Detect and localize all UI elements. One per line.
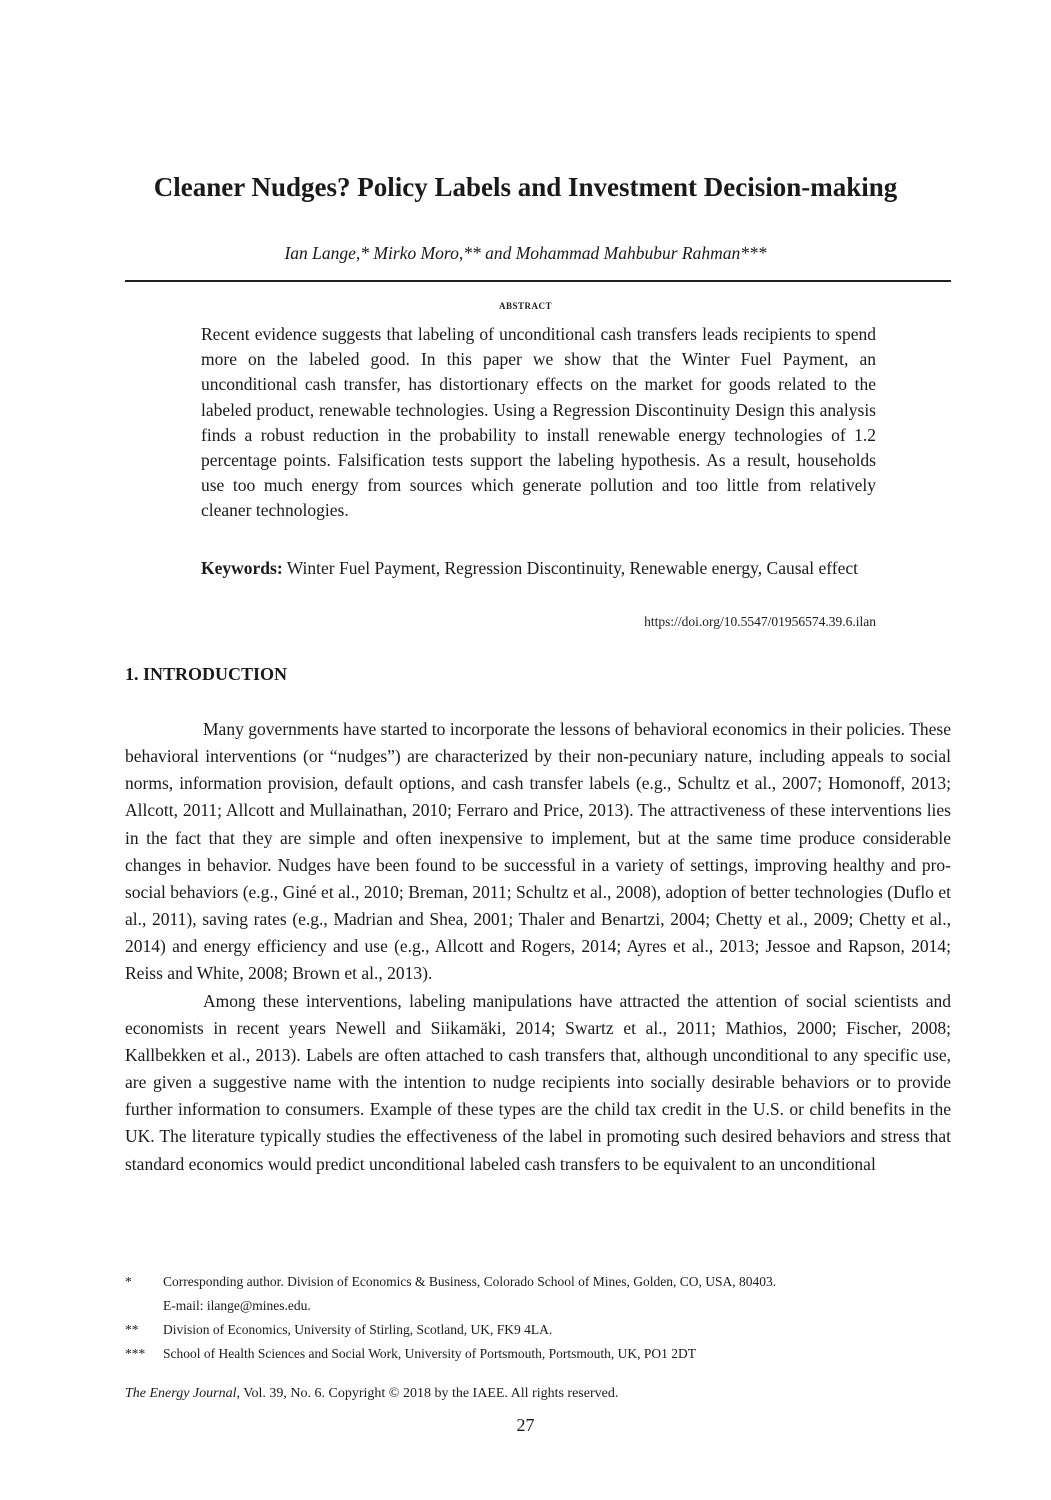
keywords-label: Keywords:	[201, 558, 283, 578]
footnote-1	[125, 1270, 951, 1318]
page-number: 27	[516, 1415, 535, 1435]
footnote-text: School of Health Sciences and Social Work, University of Portsmouth, Portsmouth, UK, PO1 2DT	[163, 1346, 696, 1361]
journal-citation	[125, 1386, 618, 1402]
footnote-mark: **	[125, 1322, 139, 1337]
journal-details: , Vol. 39, No. 6. Copyright © 2018 by the IAEE. All rights reserved.	[236, 1386, 619, 1401]
paper-title: Cleaner Nudges? Policy Labels and Investment Decision-making	[153, 172, 898, 202]
footnote-text: Division of Economics, University of Stirling, Scotland, UK, FK9 4LA.	[163, 1322, 553, 1337]
footnote-2	[125, 1318, 951, 1342]
abstract-text: Recent evidence suggests that labeling of unconditional cash transfers leads recipients to spend more on the labeled good. In this paper we show that the Winter Fuel Payment, an unconditional cash transfer, has distortionary effects on the market for goods related to the labeled product, renewable technologies. Using a Regression Discontinuity Design this analysis finds a robust reduction in the probability to install renewable energy technologies of 1.2 percentage points. Falsification tests support the labeling hypothesis. As a result, households use too much energy from sources which generate pollution and too little from relatively cleaner technologies.	[201, 324, 876, 521]
abstract-heading: abstract	[498, 298, 552, 312]
footnote-email[interactable]: E-mail: ilange@mines.edu.	[163, 1298, 311, 1313]
footnote-mark: ***	[125, 1346, 146, 1361]
footnote-text: Corresponding author. Division of Economics & Business, Colorado School of Mines, Golden, CO, USA, 80403.	[163, 1274, 777, 1289]
section-heading: 1. INTRODUCTION	[125, 664, 288, 684]
footnote-mark: *	[125, 1274, 132, 1289]
footnotes	[125, 1270, 951, 1366]
header-divider	[125, 280, 951, 282]
journal-name: The Energy Journal	[125, 1386, 237, 1401]
footnote-3	[125, 1342, 951, 1366]
paragraph-1: Many governments have started to incorporate the lessons of behavioral economics in their policies. These behavioral interventions (or “nudges”) are characterized by their non-pecuniary nature, including appeals to social norms, information provision, default options, and cash transfer labels (e.g., Schultz et al., 2007; Homonoff, 2013; Allcott, 2011; Allcott and Mullainathan, 2010; Ferraro and Price, 2013). The attractiveness of these interventions lies in the fact that they are simple and often inexpensive to implement, but at the same time produce considerable changes in behavior. Nudges have been found to be successful in a variety of settings, improving healthy and pro-social behaviors (e.g., Giné et al., 2010; Breman, 2011; Schultz et al., 2008), adoption of better technologies (Duflo et al., 2011), saving rates (e.g., Madrian and Shea, 2001; Thaler and Benartzi, 2004; Chetty et al., 2009; Chetty et al., 2014) and energy efficiency and use (e.g., Allcott and Rogers, 2014; Ayres et al., 2013; Jessoe and Rapson, 2014; Reiss and White, 2008; Brown et al., 2013).	[125, 719, 951, 984]
keywords	[201, 556, 876, 581]
body-text	[125, 716, 951, 1178]
keywords-list: Winter Fuel Payment, Regression Discontinuity, Renewable energy, Causal effect	[286, 558, 859, 578]
paragraph-2: Among these interventions, labeling manipulations have attracted the attention of social scientists and economists in recent years Newell and Siikamäki, 2014; Swartz et al., 2011; Mathios, 2000; Fischer, 2008; Kallbekken et al., 2013). Labels are often attached to cash transfers that, although unconditional to any specific use, are given a suggestive name with the intention to nudge recipients into socially desirable behaviors or to provide further information to consumers. Example of these types are the child tax credit in the U.S. or child benefits in the UK. The literature typically studies the effectiveness of the label in promoting such desired behaviors and stress that standard economics would predict unconditional labeled cash transfers to be equivalent to an unconditional	[125, 990, 951, 1174]
doi-link[interactable]: https://doi.org/10.5547/01956574.39.6.ilan	[644, 614, 876, 629]
author-list: Ian Lange,* Mirko Moro,** and Mohammad Mahbubur Rahman***	[284, 243, 767, 263]
